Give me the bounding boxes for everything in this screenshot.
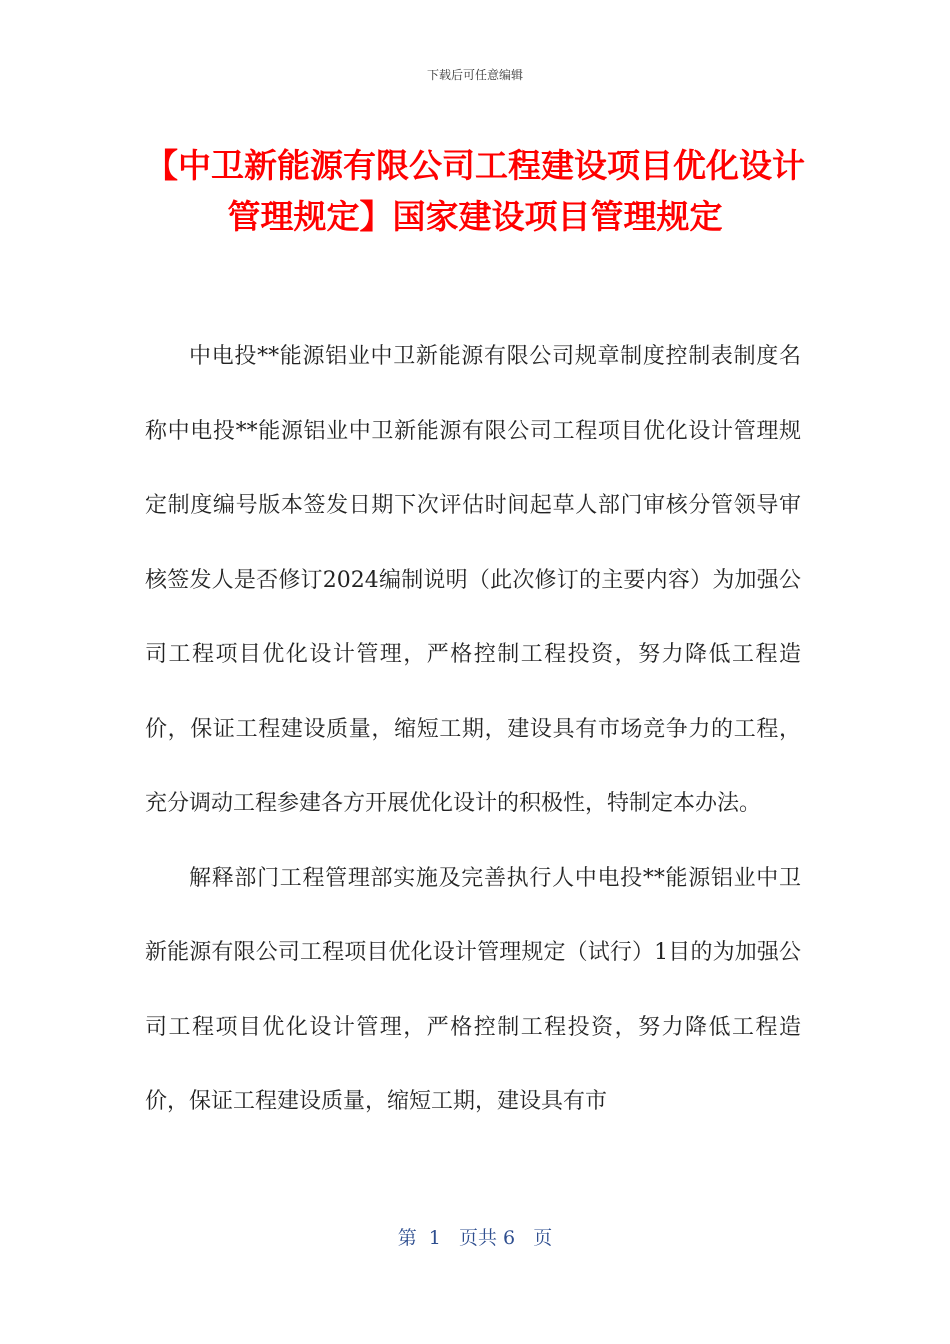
document-title: 【中卫新能源有限公司工程建设项目优化设计管理规定】国家建设项目管理规定 [145, 146, 805, 236]
document-body [145, 320, 801, 1140]
body-paragraph-1: 中电投**能源铝业中卫新能源有限公司规章制度控制表制度名称中电投**能源铝业中卫新能源有限公司工程项目优化设计管理规定制度编号版本签发日期下次评估时间起草人部门审核分管领导审核签发人是否修订2024编制说明（此次修订的主要内容）为加强公司工程项目优化设计管理，严格控制工程投资，努力降低工程造价，保证工程建设质量，缩短工期，建设具有市场竞争力的工程，充分调动工程参建各方开展优化设计的积极性，特制定本办法。 [145, 344, 801, 816]
header-note: 下载后可任意编辑 [426, 68, 523, 82]
page-number-footer: 第 1 页共 6 页 [397, 1227, 553, 1249]
body-paragraph-2: 解释部门工程管理部实施及完善执行人中电投**能源铝业中卫新能源有限公司工程项目优化设计管理规定（试行）1目的为加强公司工程项目优化设计管理，严格控制工程投资，努力降低工程造价，保证工程建设质量，缩短工期，建设具有市 [145, 865, 801, 1114]
